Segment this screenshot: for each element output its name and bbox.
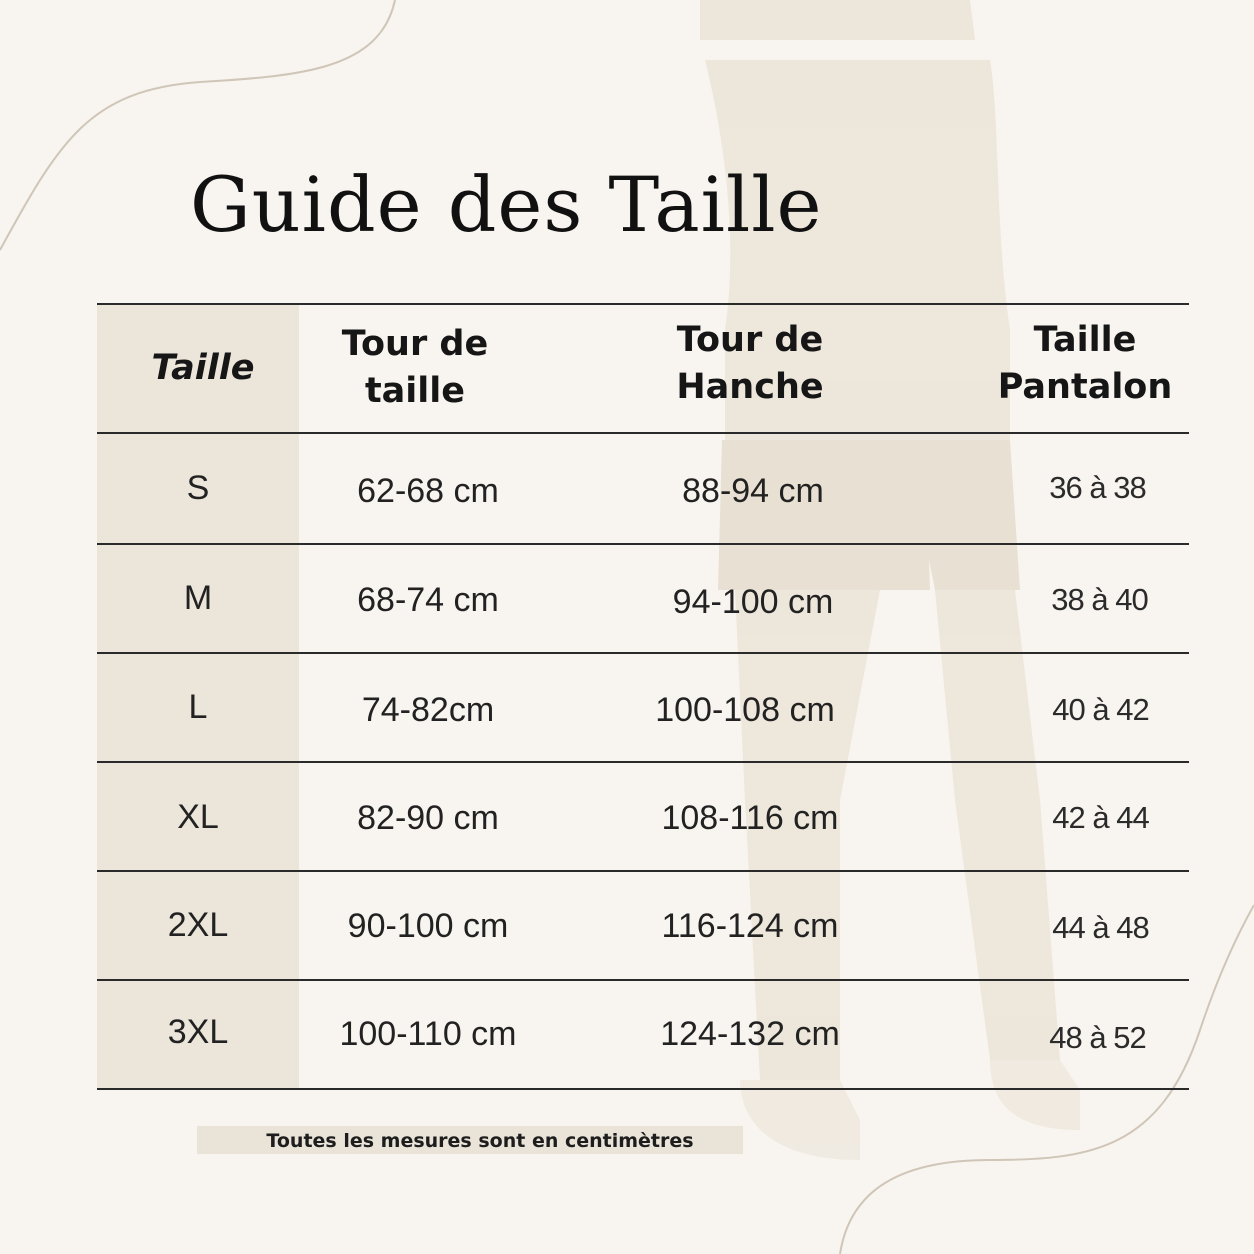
table-cell-waist: 74-82cm <box>361 690 495 729</box>
table-cell-pants: 40 à 42 <box>1052 692 1149 727</box>
table-cell-pants: 48 à 52 <box>1049 1020 1146 1055</box>
table-cell-size: L <box>188 687 208 726</box>
table-cell-size: 2XL <box>167 905 229 944</box>
header-waist-line2: taille <box>364 371 466 411</box>
table-cell-hip: 124-132 cm <box>660 1014 840 1053</box>
table-cell-waist: 68-74 cm <box>357 580 499 619</box>
table-cell-waist: 100-110 cm <box>339 1014 517 1053</box>
table-cell-waist: 82-90 cm <box>357 798 499 837</box>
table-cell-pants: 38 à 40 <box>1051 582 1148 617</box>
header-pants-line2: Pantalon <box>997 367 1173 407</box>
header-waist <box>300 304 530 432</box>
header-size <box>97 304 309 432</box>
table-cell-pants: 42 à 44 <box>1052 800 1149 835</box>
table-cell-size: 3XL <box>167 1012 229 1051</box>
table-cell-hip: 100-108 cm <box>655 690 835 729</box>
header-pants-line1: Taille <box>1033 320 1137 360</box>
table-cell-size: XL <box>177 797 219 836</box>
header-waist-line1: Tour de <box>341 324 489 364</box>
table-cell-pants: 44 à 48 <box>1052 910 1149 945</box>
table-cell-waist: 90-100 cm <box>347 906 509 945</box>
header-hip-line1: Tour de <box>676 320 824 360</box>
header-hip <box>630 300 870 428</box>
table-cell-hip: 108-116 cm <box>661 798 839 837</box>
table-cell-hip: 116-124 cm <box>661 906 839 945</box>
header-size-label: Taille <box>151 347 255 388</box>
table-cell-hip: 94-100 cm <box>672 582 834 621</box>
table-cell-size: S <box>186 468 210 507</box>
header-pants <box>980 300 1190 428</box>
table-cell-size: M <box>183 578 213 617</box>
page-title: Guide des Taille <box>190 160 823 249</box>
footnote-text: Toutes les mesures sont en centimètres <box>266 1130 694 1152</box>
table-cell-pants: 36 à 38 <box>1049 470 1146 505</box>
table-cell-waist: 62-68 cm <box>357 471 499 510</box>
table-cell-hip: 88-94 cm <box>682 471 824 510</box>
header-hip-line2: Hanche <box>676 367 824 407</box>
